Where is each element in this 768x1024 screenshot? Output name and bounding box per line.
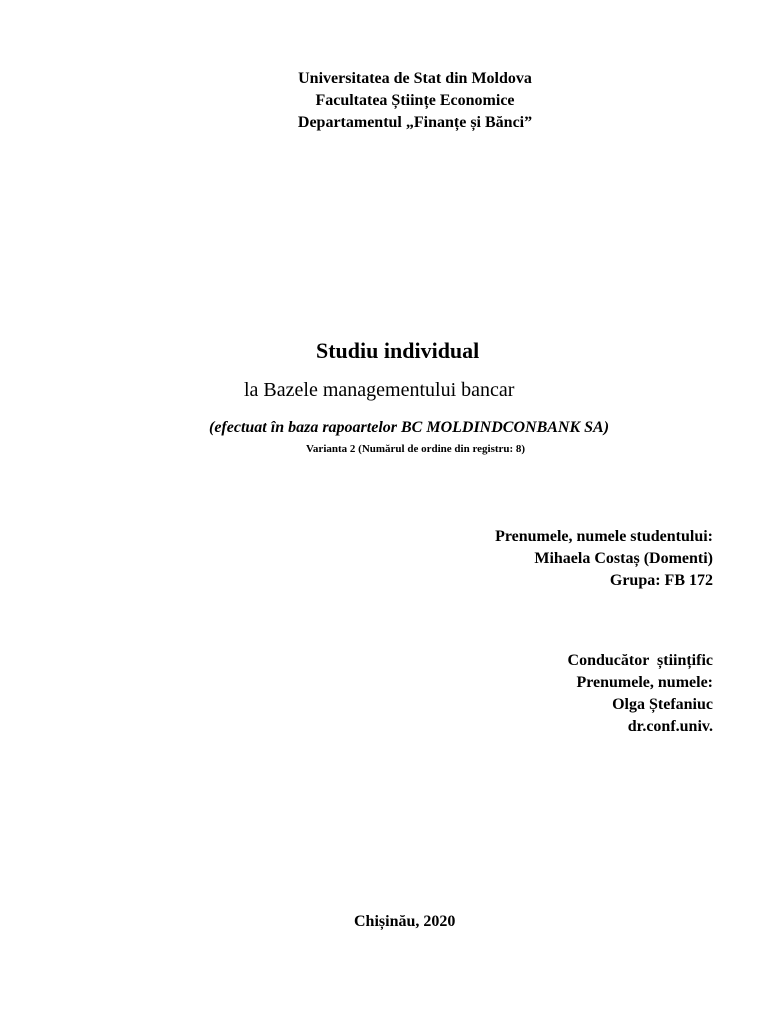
supervisor-name: Olga Ștefaniuc xyxy=(612,696,713,713)
supervisor-label: Conducător științific xyxy=(567,652,713,669)
supervisor-name-label: Prenumele, numele: xyxy=(576,674,713,691)
document-title: Studiu individual xyxy=(316,338,480,363)
variant-line: Varianta 2 (Numărul de ordine din registru: 8) xyxy=(306,443,526,455)
document-note: (efectuat în baza rapoartelor BC MOLDINDCONBANK SA) xyxy=(209,419,610,436)
supervisor-title: dr.conf.univ. xyxy=(627,718,713,735)
student-info xyxy=(495,526,713,592)
student-label: Prenumele, numele studentului: xyxy=(495,528,713,545)
university-name: Universitatea de Stat din Moldova xyxy=(298,70,532,87)
department-name: Departamentul „Finanțe și Bănci” xyxy=(297,114,533,131)
institution-header xyxy=(0,68,768,134)
faculty-name: Facultatea Științe Economice xyxy=(315,92,515,109)
student-group: Grupa: FB 172 xyxy=(609,572,713,589)
document-subtitle: la Bazele managementului bancar xyxy=(244,379,515,401)
place-date: Chișinău, 2020 xyxy=(354,913,456,930)
supervisor-info xyxy=(568,650,713,738)
student-name: Mihaela Costaș (Domenti) xyxy=(534,550,713,567)
